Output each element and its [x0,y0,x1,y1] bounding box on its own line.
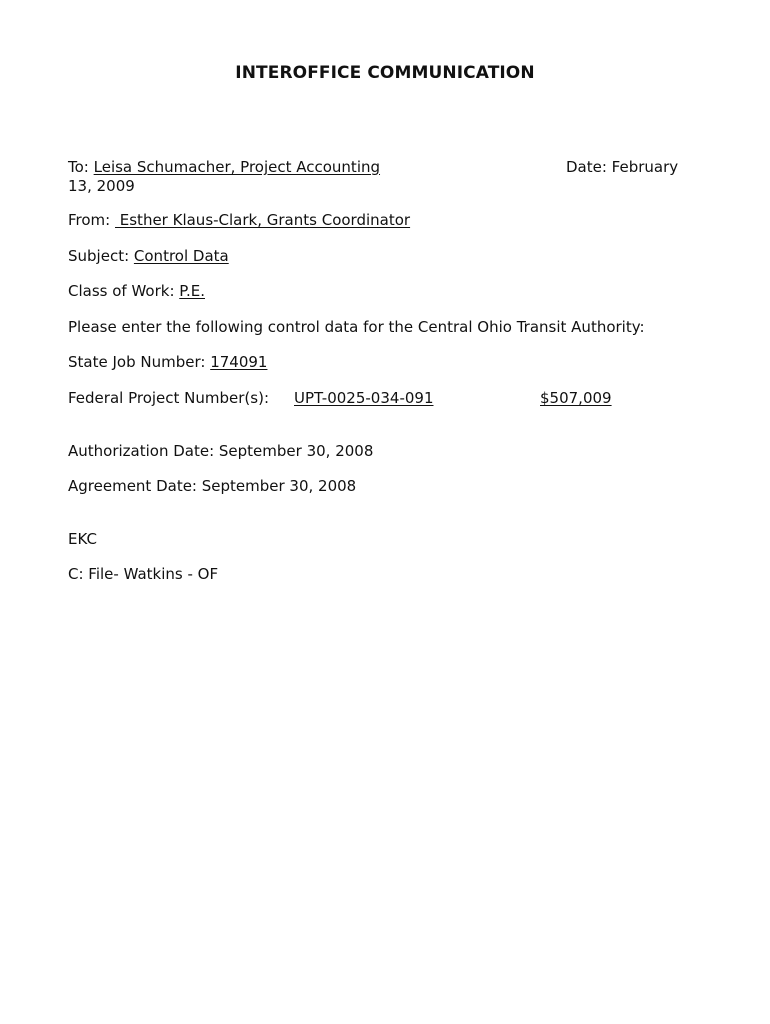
from-line [68,211,410,230]
subject-value: Control Data [133,247,229,265]
federal-project-amount: $507,009 [540,389,612,407]
authorization-date: Authorization Date: September 30, 2008 [68,442,374,460]
memo-title: INTEROFFICE COMMUNICATION [235,63,535,83]
date-value: 13, 2009 [68,177,135,195]
from-sender: Esther Klaus-Clark, Grants Coordinator [115,211,411,229]
class-of-work-label: Class of Work: [68,282,180,300]
federal-project-number: UPT-0025-034-091 [294,389,434,407]
subject-line [68,247,229,266]
state-job-line [68,353,267,372]
sender-initials: EKC [68,530,97,548]
class-of-work-line [68,282,205,301]
federal-project-label: Federal Project Number(s): [68,389,269,407]
instruction-text: Please enter the following control data for the Central Ohio Transit Authority: [68,318,645,336]
agreement-date: Agreement Date: September 30, 2008 [68,477,357,495]
state-job-label: State Job Number: [68,353,211,371]
to-line [68,158,380,177]
subject-label: Subject: [68,247,134,265]
from-label: From: [68,211,115,229]
to-recipient: Leisa Schumacher, Project Accounting [93,158,381,176]
carbon-copy-line: C: File- Watkins - OF [68,565,219,583]
class-of-work-value: P.E. [179,282,205,300]
date-label: Date: February [566,158,679,176]
state-job-number: 174091 [210,353,268,371]
to-label: To: [68,158,94,176]
